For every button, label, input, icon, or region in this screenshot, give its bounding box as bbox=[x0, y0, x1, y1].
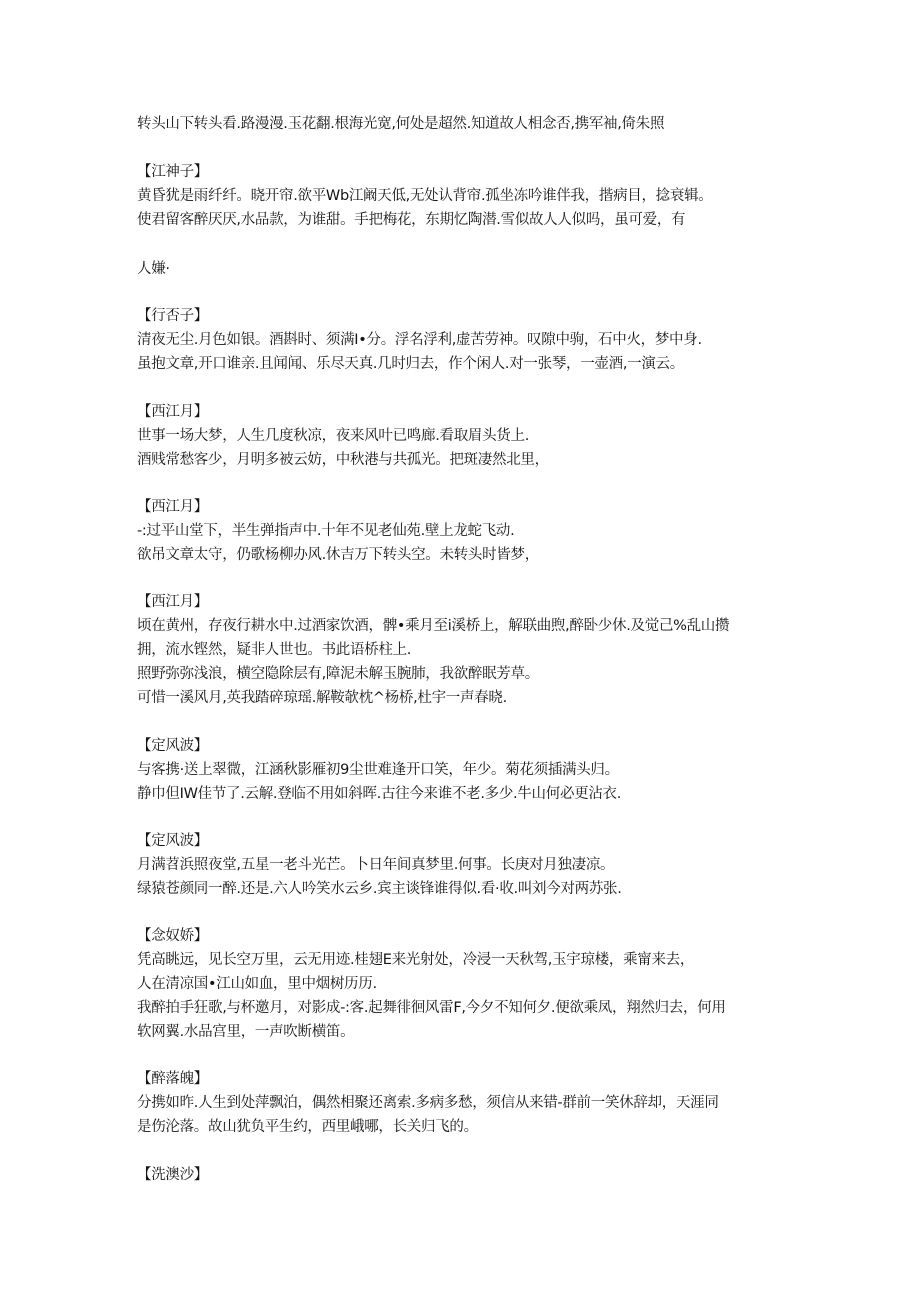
section-title-xiaoaosha: 【洗澳沙】 bbox=[137, 1167, 208, 1183]
text-line: 人在清凉国•江山如血，里中烟树历历. bbox=[137, 976, 377, 992]
intro-line: 转头山下转头看.路漫漫.玉花翻.根海光宽,何处是超然.知道故人相念否,携军袖,倚朱照 bbox=[137, 116, 665, 132]
section-title-jiangshenzi: 【江神子】 bbox=[137, 164, 208, 180]
section-title-niannujiao: 【念奴娇】 bbox=[137, 928, 208, 944]
text-line: 静巾但IW佳节了.云解.登临不用如斜晖.古往今来谁不老.多少.牛山何必更沾衣. bbox=[137, 786, 622, 802]
text-line: 是伤沦落。故山犹负平生约，西里峨哪，长关归飞的。 bbox=[137, 1119, 478, 1135]
text-line: 清夜无尘.月色如银。酒斟时、须满I•分。浮名浮利,虚苦劳神。叹隙中驹，石中火，梦中身. bbox=[137, 332, 702, 348]
text-line: 世事一场大梦，人生几度秋凉，夜来风叶已鸣廊.看取眉头货上. bbox=[137, 428, 530, 444]
text-line: 可惜一溪风月,英我踏碎琼瑶.解鞍欹枕^杨桥,杜宇一声春晓. bbox=[137, 690, 507, 706]
text-line: 我醉拍手狂歌,与杯邀月，对影成-:客.起舞徘徊风雷F,今夕不知何夕.便欲乘凤，翔然归去，何用 bbox=[137, 1000, 726, 1016]
text-line: 黄昏犹是雨纤纤。晓开帘.欲平Wb江阚天低,无处认背帘.孤坐冻吟谁伴我，揩病目，捻衰辑。 bbox=[137, 188, 713, 204]
section-title-xijiangyue-3: 【西江月】 bbox=[137, 594, 208, 610]
text-line: 照野弥弥浅浪，横空隐除层有,障泥未解玉腕肺，我欲醉眠芳草。 bbox=[137, 666, 539, 682]
text-line: 顷在黄州，存夜行耕水中.过酒家饮酒，髀•乘月至i溪桥上，解联曲煦,醉卧少休.及觉己%乱山攒 bbox=[137, 618, 730, 634]
text-line: -:过平山堂下，半生弹指声中.十年不见老仙苑.壁上龙蛇飞动. bbox=[137, 523, 515, 539]
text-line: 凭高眺远，见长空万里，云无用迹.桂翅E来光射处，冷浸一天秋驾,玉宇琼楼，乘甯来去， bbox=[137, 952, 695, 968]
text-line: 使君留客醉厌厌,水品款，为谁甜。手把梅花，东期忆陶潜.雪似故人人似吗，虽可爱，有 bbox=[137, 212, 686, 228]
section-title-zuiluopo: 【醉落魄】 bbox=[137, 1071, 208, 1087]
section-title-dingfengbo-1: 【定风波】 bbox=[137, 738, 208, 754]
section-title-dingfengbo-2: 【定风波】 bbox=[137, 833, 208, 849]
text-line: 欲吊文章太守，仍歌杨柳办风.休吉万下转头空。未转头时皆梦， bbox=[137, 547, 539, 563]
section-title-xijiangyue-1: 【西江月】 bbox=[137, 404, 208, 420]
text-line: 软网翼.水品宫里，一声吹断横笛。 bbox=[137, 1024, 355, 1040]
text-line: 与客携·送上翠微，江涵秋影雁初9尘世难逢开口笑，年少。菊花须插满头归。 bbox=[137, 762, 619, 778]
text-line: 拥，流水铿然，疑非人世也。书此语桥柱上. bbox=[137, 642, 412, 658]
text-line: 分携如昨.人生到处萍飘泊，偶然相聚还离索.多病多愁，须信从来错-群前一笑休辞却，天涯同 bbox=[137, 1095, 719, 1111]
text-line: 虽抱文章,开口谁亲.且闻闻、乐尽天真.几时归去，作个闲人.对一张琴，一壶酒,一演云。 bbox=[137, 356, 684, 372]
text-line: 人嫌· bbox=[137, 261, 170, 277]
text-line: 酒贱常愁客少，月明多被云妨，中秋港与共孤光。把斑凄然北里， bbox=[137, 452, 549, 468]
section-title-xijiangyue-2: 【西江月】 bbox=[137, 499, 208, 515]
section-title-xingxiangzi: 【行否子】 bbox=[137, 308, 208, 324]
text-line: 绿猿苍颜同一醉.还是.六人吟笑水云乡.宾主谈锋谁得似.看·收.叫刘今对两苏张. bbox=[137, 881, 622, 897]
text-line: 月满苕浜照夜堂,五星一老斗光芒。卜日年间真梦里.何事。长庚对月独凄凉。 bbox=[137, 857, 615, 873]
